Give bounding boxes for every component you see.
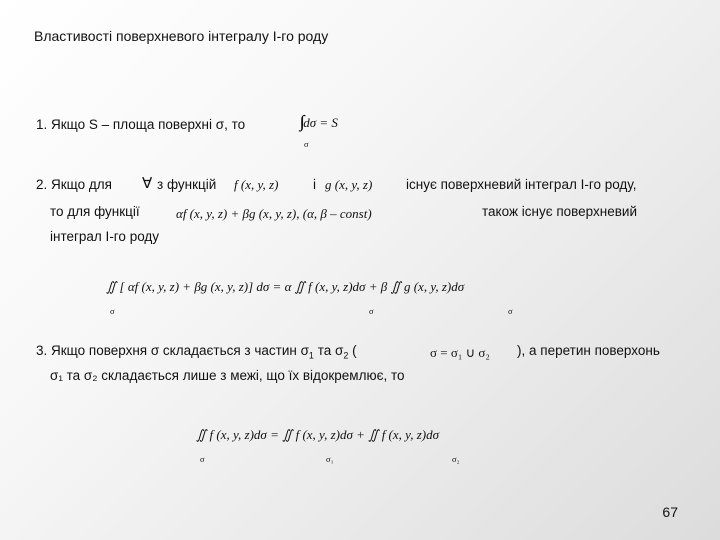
property-3-line1: 3. Якщо поверхня σ складається з частин $\sigma_1$ та $\sigma_2$ ( bbox=[36, 343, 357, 361]
function-f: f (x, y, z) bbox=[234, 177, 279, 192]
union-formula: σ = σ₁ ∪ σ₂ bbox=[430, 345, 490, 360]
property-1-formula bbox=[300, 112, 338, 132]
conjunction-and: і bbox=[313, 177, 316, 192]
formula-d-sigma: dσ = S bbox=[303, 115, 338, 130]
linear-combination: αf (x, y, z) + βg (x, y, z), (α, β – const) bbox=[176, 206, 372, 221]
forall-symbol: ∀ bbox=[142, 176, 153, 192]
property-2-line2-b: також існує поверхневий bbox=[482, 204, 637, 219]
function-g: g (x, y, z) bbox=[325, 177, 373, 192]
integral-subscript-sigma: σ bbox=[200, 454, 205, 464]
property-2-line1-c: існує поверхневий інтеграл I-го роду, bbox=[406, 177, 637, 192]
property-1-text: 1. Якщо S – площа поверхні σ, то bbox=[36, 117, 246, 132]
integral-subscript-sigma1: σ₁ bbox=[326, 454, 334, 464]
property-3-line2: σ₁ та σ₂ складається лише з межі, що їх відокремлює, то bbox=[50, 368, 405, 383]
property-2-line3: інтеграл I-го роду bbox=[50, 229, 160, 244]
property-2-line2-a: то для функції bbox=[50, 204, 140, 219]
property-2-line1-b: з функцій bbox=[157, 177, 217, 192]
integral-subscript-1: σ bbox=[110, 306, 115, 316]
property-2-formula: ∬ [ αf (x, y, z) + βg (x, y, z)] dσ = α ∬ f (x, y, z)dσ + β ∬ g (x, y, z)dσ bbox=[106, 279, 465, 294]
integral-subscript-sigma2: σ₂ bbox=[452, 454, 460, 464]
page-number: 67 bbox=[662, 504, 678, 520]
integral-subscript-2: σ bbox=[369, 306, 374, 316]
property-2-line1-a: 2. Якщо для bbox=[36, 177, 112, 192]
property-3-line1-b: ), а перетин поверхонь bbox=[517, 343, 660, 358]
page-title: Властивості поверхневого інтегралу I-го роду bbox=[34, 28, 329, 44]
integral-subscript-3: σ bbox=[508, 306, 513, 316]
property-3-formula: ∬ f (x, y, z)dσ = ∬ f (x, y, z)dσ + ∬ f (x, y, z)dσ bbox=[196, 427, 440, 442]
integral-subscript: σ bbox=[304, 139, 309, 149]
